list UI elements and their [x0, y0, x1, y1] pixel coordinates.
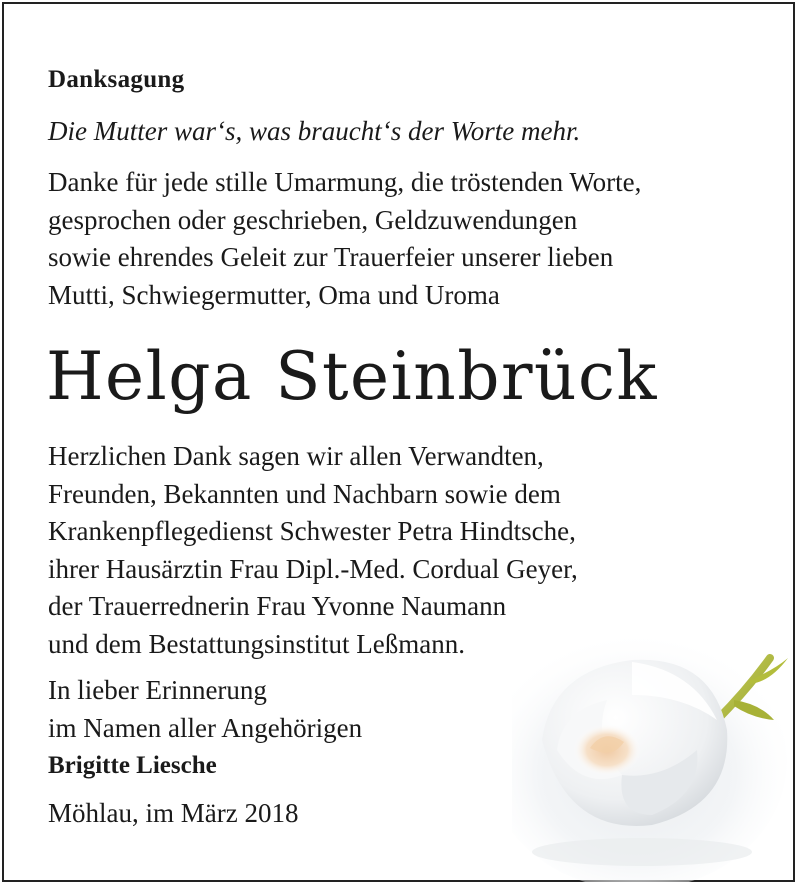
thanks-paragraph [48, 438, 578, 663]
deceased-name: Helga Steinbrück [46, 338, 658, 415]
thanks-line: ihrer Hausärztin Frau Dipl.-Med. Cordual Geyer, [48, 553, 578, 584]
intro-line: Danke für jede stille Umarmung, die tröstenden Worte, [48, 167, 642, 197]
intro-line: sowie ehrendes Geleit zur Trauerfeier unserer lieben [48, 242, 614, 272]
closing-line: In lieber Erinnerung [48, 675, 267, 705]
closing-block [48, 672, 362, 785]
closing-line: im Namen aller Angehörigen [48, 712, 363, 743]
obituary-notice [2, 2, 795, 882]
place-date: Möhlau, im März 2018 [48, 798, 299, 828]
thanks-line: Krankenpflegedienst Schwester Petra Hindtsche, [48, 516, 576, 546]
notice-heading: Danksagung [48, 66, 185, 93]
intro-paragraph [48, 164, 641, 314]
thanks-line: und dem Bestattungsinstitut Leßmann. [48, 628, 465, 659]
intro-line: Mutti, Schwiegermutter, Oma und Uroma [48, 279, 500, 310]
signer-name: Brigitte Liesche [48, 752, 217, 779]
notice-motto: Die Mutter war‘s, was braucht‘s der Worte mehr. [48, 116, 581, 146]
thanks-line: Herzlichen Dank sagen wir allen Verwandten, [48, 441, 544, 471]
thanks-line: der Trauerrednerin Frau Yvonne Naumann [48, 591, 507, 621]
thanks-line: Freunden, Bekannten und Nachbarn sowie dem [48, 478, 561, 509]
intro-line: gesprochen oder geschrieben, Geldzuwendungen [48, 204, 578, 235]
